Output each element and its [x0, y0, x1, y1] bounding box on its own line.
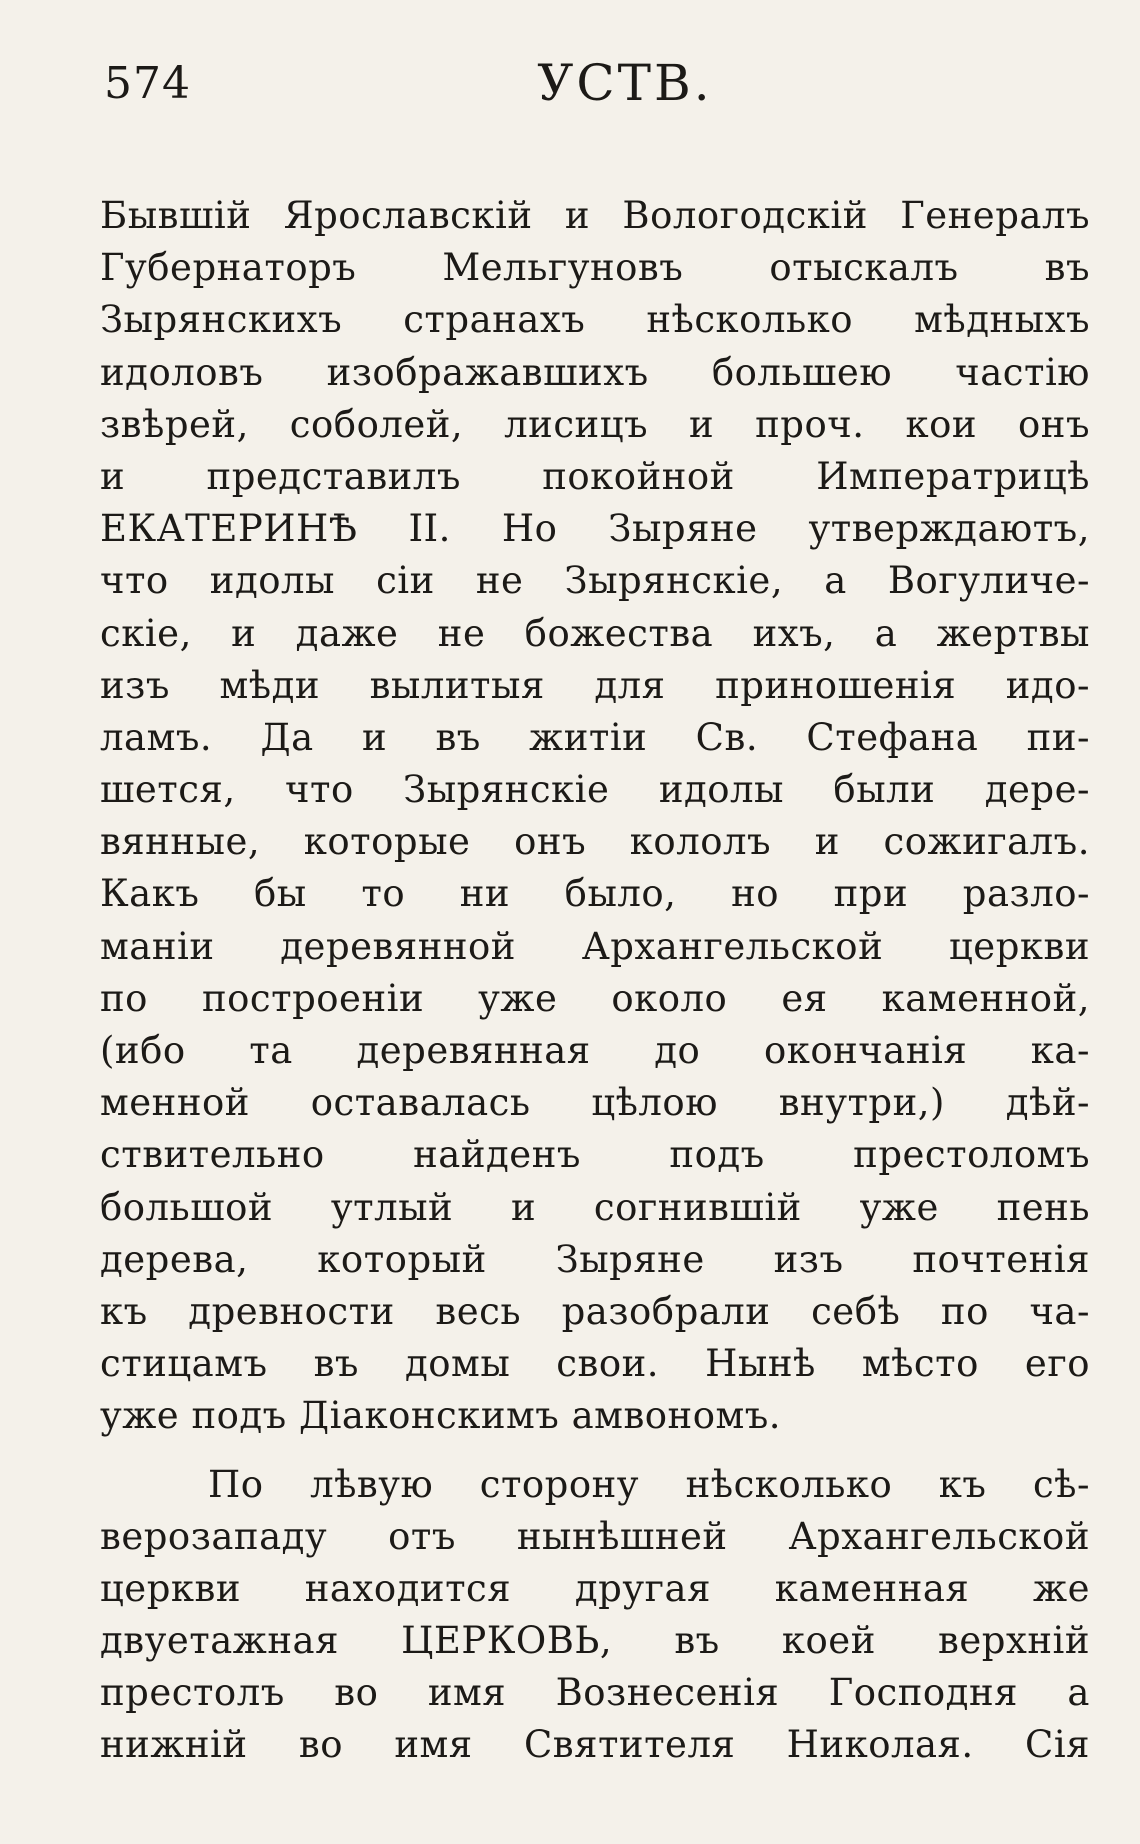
text-line: Бывшій Ярославскій и Вологодскій Генералъ [100, 194, 1090, 237]
page-number: 574 [104, 58, 191, 109]
text-line: Губернаторъ Мельгуновъ отыскалъ въ [100, 246, 1090, 290]
text-line: Зырянскихъ странахъ нѣсколько мѣдныхъ [100, 298, 1090, 342]
running-head [100, 48, 1090, 118]
text-line: церкви находится другая каменная же [100, 1566, 1090, 1610]
paragraph-2 [100, 1459, 1090, 1772]
body-text [100, 190, 1090, 1772]
text-line: и представилъ покойной Императрицѣ [100, 454, 1090, 498]
text-line: уже подъ Діаконскимъ амвономъ. [100, 1394, 782, 1438]
text-line: ЕКАТЕРИНѢ II. Но Зыряне утверждаютъ, [100, 507, 1090, 551]
running-title: УСТВ. [537, 54, 713, 112]
text-line: звѣрей, соболей, лисицъ и проч. кои онъ [100, 402, 1090, 446]
text-line: нижній во имя Святителя Николая. Сія [100, 1723, 1090, 1767]
text-line: верозападу отъ нынѣшней Архангельской [100, 1514, 1090, 1558]
text-line: большой утлый и согнившій уже пень [100, 1185, 1090, 1229]
text-line: къ древности весь разобрали себѣ по ча- [100, 1289, 1090, 1333]
text-line: стицамъ въ домы свои. Нынѣ мѣсто его [100, 1342, 1090, 1386]
text-line: что идолы сіи не Зырянскіе, а Вогуличе- [100, 559, 1090, 603]
paragraph-gap [100, 1443, 1090, 1459]
text-line: двуетажная ЦЕРКОВЬ, въ коей верхній [100, 1619, 1090, 1663]
text-line: менной оставалась цѣлою внутри,) дѣй- [100, 1081, 1090, 1125]
paragraph-1 [100, 190, 1090, 1443]
text-line: по построеніи уже около ея каменной, [100, 976, 1090, 1020]
text-line: ламъ. Да и въ житіи Св. Стефана пи- [100, 715, 1090, 759]
text-line: дерева, который Зыряне изъ почтенія [100, 1237, 1090, 1281]
text-line: изъ мѣди вылитыя для приношенія идо- [100, 663, 1090, 707]
text-line: По лѣвую сторону нѣсколько къ сѣ- [208, 1462, 1090, 1506]
text-line: Какъ бы то ни было, но при разло- [100, 872, 1090, 916]
text-line: ствительно найденъ подъ престоломъ [100, 1133, 1090, 1177]
text-line: маніи деревянной Архангельской церкви [100, 924, 1090, 968]
text-line: скіе, и даже не божества ихъ, а жертвы [100, 611, 1090, 655]
text-line: (ибо та деревянная до окончанія ка- [100, 1029, 1090, 1072]
text-line: вянные, которые онъ кололъ и сожигалъ. [100, 820, 1090, 864]
text-line: шется, что Зырянскіе идолы были дере- [100, 768, 1090, 812]
text-line: престолъ во имя Вознесенія Господня а [100, 1671, 1090, 1715]
text-line: идоловъ изображавшихъ большею частію [100, 350, 1090, 394]
